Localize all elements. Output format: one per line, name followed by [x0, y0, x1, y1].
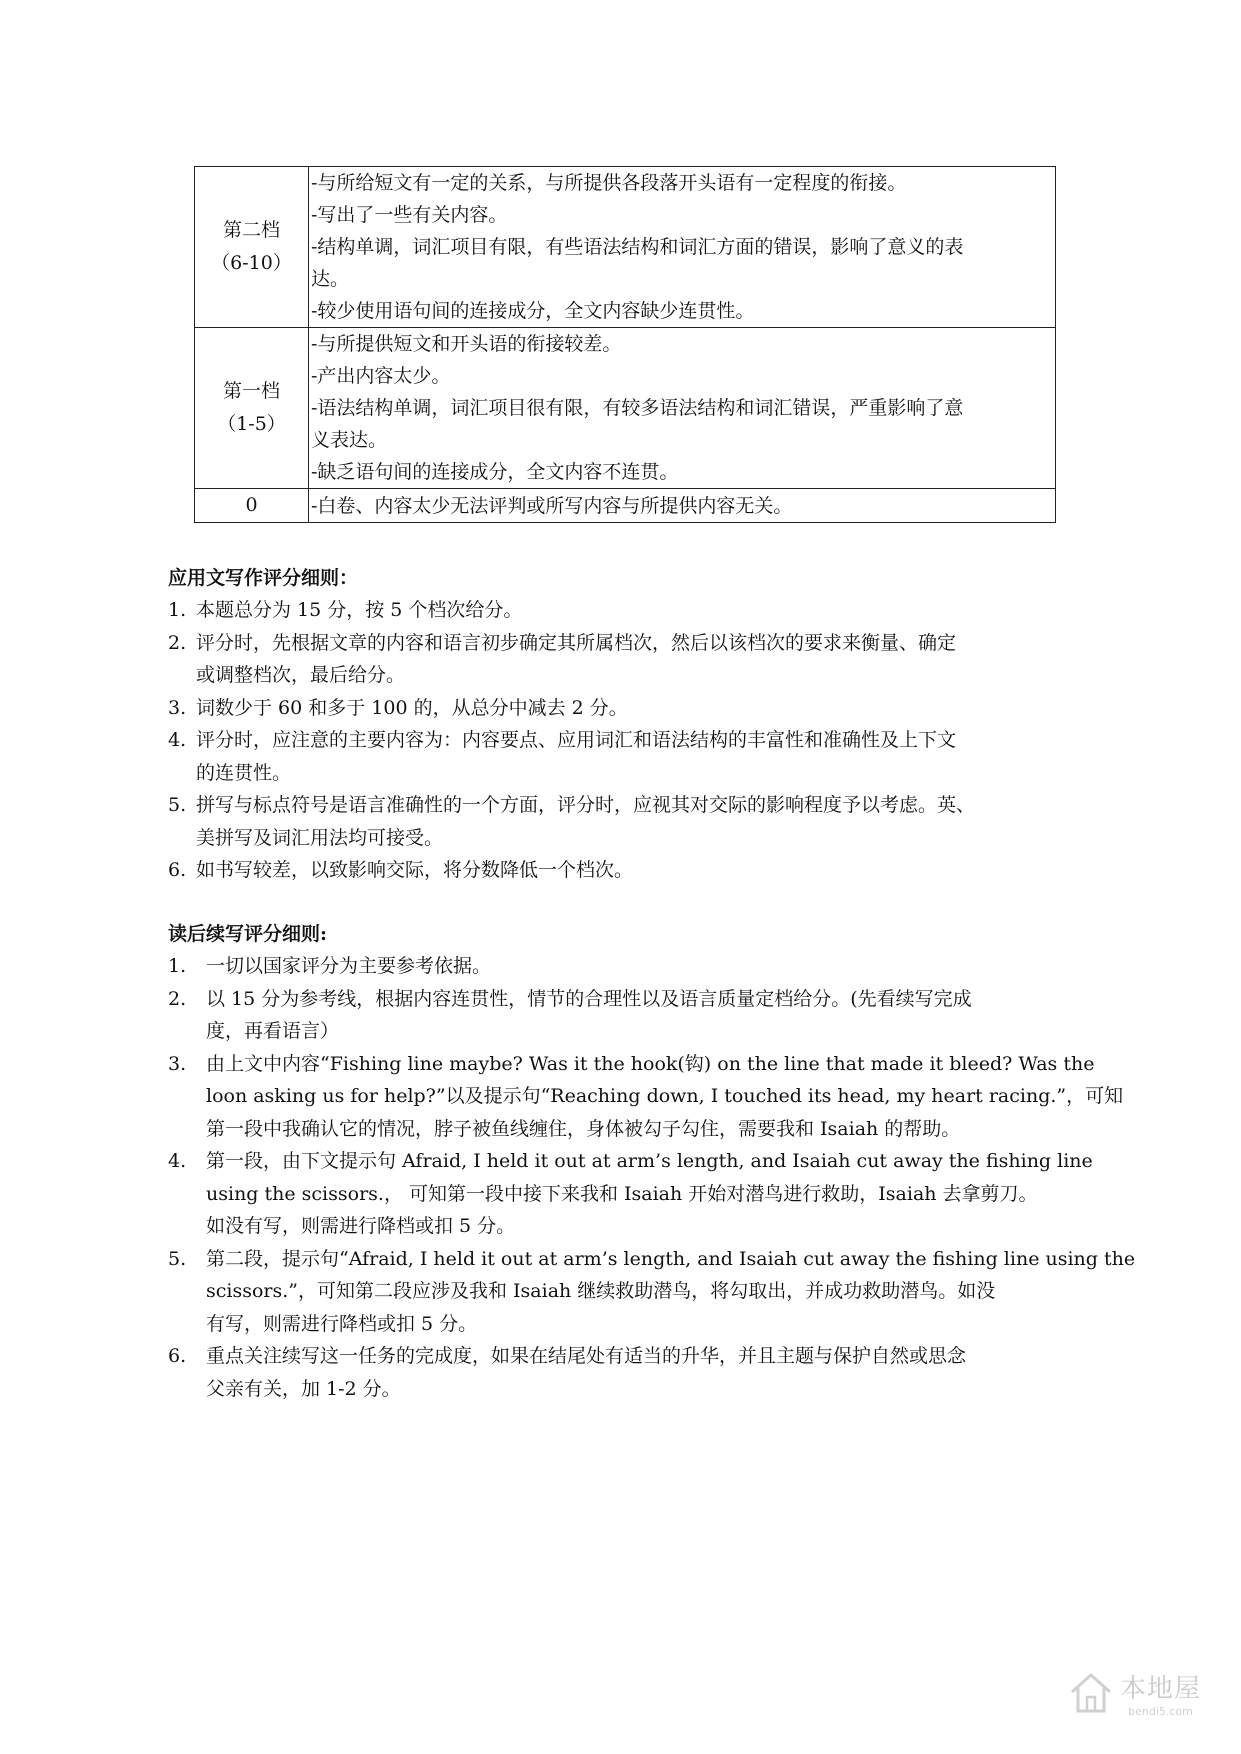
item-text: 父亲有关，加 1-2 分。 — [206, 1377, 401, 1400]
list-item — [168, 789, 1088, 854]
item-text: 如没有写，则需进行降档或扣 5 分。 — [206, 1215, 516, 1237]
house-logo-icon — [1068, 1670, 1114, 1716]
watermark-brand: 本地屋 — [1119, 1674, 1201, 1704]
list-item — [168, 1340, 1088, 1405]
level-range: （6-10） — [211, 252, 292, 274]
item-number: 6. — [168, 1345, 187, 1367]
level-name: 第二档 — [222, 219, 280, 241]
item-text: 如书写较差，以致影响交际，将分数降低一个档次。 — [196, 859, 634, 881]
item-number: 3. — [168, 696, 187, 719]
rule-list — [168, 950, 1136, 1405]
list-item — [168, 983, 1088, 1048]
description-cell — [309, 328, 1056, 489]
item-text: 评分时，先根据文章的内容和语言初步确定其所属档次，然后以该档次的要求来衡量、确定 — [196, 631, 957, 654]
item-number: 1. — [168, 599, 187, 621]
criteria-line: -较少使用语句间的连接成分，全文内容缺少连贯性。 — [311, 300, 755, 322]
list-item — [168, 724, 1088, 789]
item-number: 2. — [168, 631, 187, 654]
item-number: 3. — [168, 1052, 187, 1075]
level-cell — [195, 167, 309, 328]
level-cell — [195, 489, 309, 523]
list-item — [168, 950, 1088, 983]
item-number: 4. — [168, 1150, 187, 1172]
item-number: 4. — [168, 729, 187, 751]
item-text: 评分时，应注意的主要内容为：内容要点、应用词汇和语法结构的丰富性和准确性及上下文 — [196, 729, 957, 751]
criteria-line: -白卷、内容太少无法评判或所写内容与所提供内容无关。 — [311, 494, 793, 517]
scoring-table — [194, 166, 1056, 523]
criteria-line: -与所给短文有一定的关系，与所提供各段落开头语有一定程度的衔接。 — [311, 172, 907, 194]
watermark — [1068, 1668, 1201, 1718]
item-text: 拼写与标点符号是语言准确性的一个方面，评分时，应视其对交际的影响程度予以考虑。英、 — [196, 794, 976, 816]
criteria-line: -与所提供短文和开头语的衔接较差。 — [311, 333, 622, 355]
item-number: 2. — [168, 987, 187, 1010]
criteria-line: -产出内容太少。 — [311, 365, 451, 387]
practical-writing-section — [168, 562, 1088, 887]
item-text: 度，再看语言） — [206, 1020, 340, 1042]
item-text: 的连贯性。 — [196, 761, 292, 784]
item-number: 1. — [168, 955, 187, 977]
section-title: 应用文写作评分细则： — [168, 567, 359, 589]
rule-list — [168, 594, 1088, 887]
item-text: 一切以国家评分为主要参考依据。 — [206, 955, 492, 977]
level-name: 0 — [245, 494, 258, 516]
table-row-level-1 — [195, 328, 1056, 489]
list-item — [168, 1048, 1124, 1146]
item-text: scissors.”，可知第二段应涉及我和 Isaiah 继续救助潜鸟，将勾取出，并成功救助潜鸟。如没 — [206, 1280, 996, 1302]
level-name: 第一档 — [222, 380, 280, 402]
item-text: 美拼写及词汇用法均可接受。 — [196, 826, 444, 849]
description-cell — [309, 489, 1056, 523]
criteria-line: -缺乏语句间的连接成分，全文内容不连贯。 — [311, 461, 679, 483]
item-number: 5. — [168, 794, 187, 816]
item-text: 重点关注续写这一任务的完成度，如果在结尾处有适当的升华，并且主题与保护自然或思念 — [206, 1345, 967, 1367]
item-text: 由上文中内容“Fishing line maybe? Was it the hook(钩) on the line that made it bleed? Was the — [206, 1052, 1095, 1075]
item-number: 5. — [168, 1247, 187, 1270]
item-text: 或调整档次，最后给分。 — [196, 664, 406, 686]
table-row-level-0 — [195, 489, 1056, 523]
item-text: 本题总分为 15 分，按 5 个档次给分。 — [196, 599, 523, 621]
section-title: 读后续写评分细则: — [168, 923, 328, 945]
list-item — [168, 594, 1088, 627]
list-item — [168, 627, 1088, 692]
level-cell — [195, 328, 309, 489]
item-text: 有写，则需进行降档或扣 5 分。 — [206, 1312, 478, 1335]
level-range: （1-5） — [217, 413, 286, 435]
list-item — [168, 692, 1088, 725]
item-text: loon asking us for help?”以及提示句“Reaching down, I touched its head, my heart racing.”，可知 — [206, 1085, 1124, 1107]
continuation-writing-section — [168, 918, 1136, 1405]
watermark-url: bendi5.com — [1128, 1705, 1193, 1718]
criteria-line: 达。 — [311, 268, 350, 290]
criteria-line: -语法结构单调，词汇项目很有限，有较多语法结构和词汇错误，严重影响了意 — [311, 397, 964, 419]
item-text: 以 15 分为参考线，根据内容连贯性，情节的合理性以及语言质量定档给分。(先看续写完成 — [206, 987, 972, 1010]
item-text: using the scissors.， 可知第一段中接下来我和 Isaiah 开始对潜鸟进行救助，Isaiah 去拿剪刀。 — [206, 1182, 1038, 1205]
list-item — [168, 854, 1088, 887]
item-text: 词数少于 60 和多于 100 的，从总分中减去 2 分。 — [196, 696, 628, 719]
item-text: 第二段，提示句“Afraid, I held it out at arm’s length, and Isaiah cut away the fishing line using the — [206, 1247, 1136, 1270]
item-text: 第一段，由下文提示句 Afraid, I held it out at arm’s length, and Isaiah cut away the fishing line — [206, 1150, 1093, 1172]
description-cell — [309, 167, 1056, 328]
criteria-line: -结构单调，词汇项目有限，有些语法结构和词汇方面的错误，影响了意义的表 — [311, 236, 964, 258]
item-number: 6. — [168, 859, 187, 881]
criteria-line: -写出了一些有关内容。 — [311, 204, 508, 226]
list-item — [168, 1243, 1136, 1341]
table-row-level-2 — [195, 167, 1056, 328]
criteria-line: 义表达。 — [311, 429, 388, 451]
item-text: 第一段中我确认它的情况，脖子被鱼线缠住，身体被勾子勾住，需要我和 Isaiah 的帮助。 — [206, 1117, 961, 1140]
list-item — [168, 1145, 1093, 1243]
